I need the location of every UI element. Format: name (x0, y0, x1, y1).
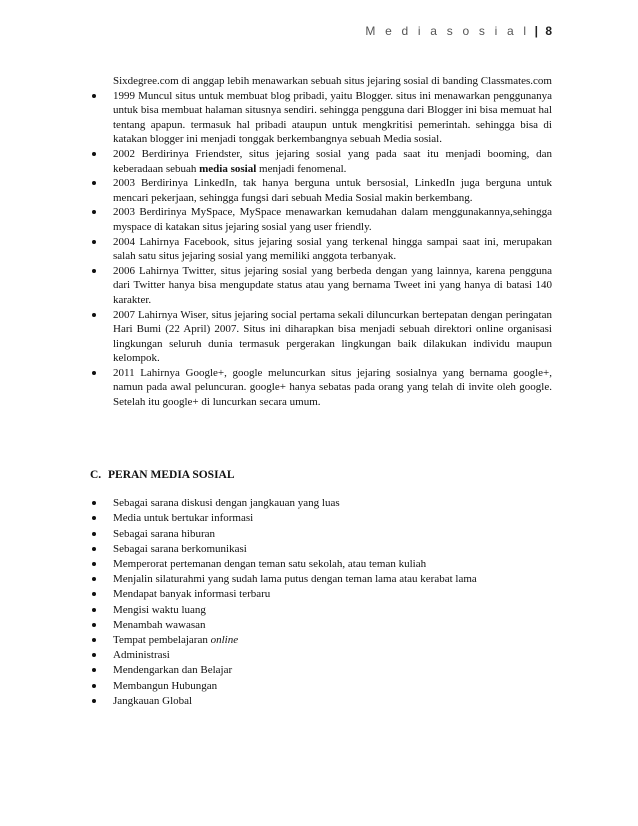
peran-item: Mendapat banyak informasi terbaru (90, 587, 552, 602)
timeline-item-2002-friendster (90, 147, 552, 176)
peran-item: Mendengarkan dan Belajar (90, 663, 552, 678)
peran-item (90, 633, 552, 648)
peran-item: Sebagai sarana hiburan (90, 527, 552, 542)
peran-list (90, 496, 552, 708)
section-title: PERAN MEDIA SOSIAL (108, 468, 235, 481)
peran-item: Mengisi waktu luang (90, 603, 552, 618)
timeline-item-2003-linkedin: 2003 Berdirinya LinkedIn, tak hanya berguna untuk bersosial, LinkedIn juga berguna untuk mencari pekerjaan, sehingga fungsi dari sebuah Media Sosial makin berkembang. (90, 176, 552, 205)
timeline-item-2011-googleplus: 2011 Lahirnya Google+, google meluncurkan situs jejaring sosialnya yang bernama google+, namun pada awal peluncuran. google+ hanya sebatas pada orang yang telah di invite oleh google. Setelah itu google+ di luncurkan secara umum. (90, 366, 552, 410)
peran-item: Memperorat pertemanan dengan teman satu sekolah, atau teman kuliah (90, 557, 552, 572)
section-letter: C. (90, 468, 102, 481)
timeline-item-2003-myspace: 2003 Berdirinya MySpace, MySpace menawarkan kemudahan dalam menggunakannya,sehingga myspace di katakan situs jejaring sosial yang user friendly. (90, 205, 552, 234)
running-title: M e d i a s o s i a l (365, 24, 530, 38)
timeline-item-2004-facebook: 2004 Lahirnya Facebook, situs jejaring sosial yang terkenal hingga sampai saat ini, merupakan salah satu situs jejaring sosial yang memiliki anggota terbanyak. (90, 235, 552, 264)
friendster-bold: media sosial (199, 162, 257, 175)
section-heading (90, 468, 552, 483)
friendster-text: 2002 Berdirinya Friendster, situs jejaring sosial yang pada saat itu menjadi booming, dan keberadaan sebuah (113, 147, 552, 175)
peran-item: Menjalin silaturahmi yang sudah lama putus dengan teman lama atau kerabat lama (90, 572, 552, 587)
header-separator: | (534, 24, 538, 38)
peran-item-text: Tempat pembelajaran (113, 633, 211, 646)
peran-item: Sebagai sarana berkomunikasi (90, 542, 552, 557)
timeline-item-2007-wiser: 2007 Lahirnya Wiser, situs jejaring social pertama sekali diluncurkan bertepatan dengan peringatan Hari Bumi (22 April) 2007. Situs ini diharapkan bisa menjadi sebuah direktori online organisasi lingkungan seluruh dunia termasuk pergerakan lingkungan baik dilakukan individu maupun kelompok. (90, 308, 552, 366)
page-number: 8 (545, 24, 552, 38)
peran-item: Jangkauan Global (90, 694, 552, 709)
page-content (90, 74, 552, 709)
peran-item: Membangun Hubungan (90, 679, 552, 694)
timeline-item-2006-twitter: 2006 Lahirnya Twitter, situs jejaring sosial yang berbeda dengan yang lainnya, karena pengguna dari Twitter hanya bisa mengupdate status atau yang bernama Tweet ini yang hanya di batasi 140 karakter. (90, 264, 552, 308)
page-header (365, 24, 552, 38)
peran-item: Sebagai sarana diskusi dengan jangkauan yang luas (90, 496, 552, 511)
peran-item: Administrasi (90, 648, 552, 663)
online-italic: online (210, 633, 239, 646)
peran-item: Media untuk bertukar informasi (90, 511, 552, 526)
friendster-tail: menjadi fenomenal. (256, 162, 347, 175)
timeline-intro: Sixdegree.com di anggap lebih menawarkan sebuah situs jejaring sosial di banding Classmates.com (113, 75, 552, 87)
peran-item: Menambah wawasan (90, 618, 552, 633)
timeline-list (90, 74, 552, 410)
timeline-item-1999: 1999 Muncul situs untuk membuat blog pribadi, yaitu Blogger. situs ini menawarkan penggunanya untuk bisa membuat halaman situsnya sendiri. sehingga pengguna dari Blogger ini bisa memuat hal tentang apapun. termasuk hal pribadi ataupun untuk mengkritisi pemerintah. sehingga bisa di katakan blogger ini menjadi tonggak berkembangnya sebuah Media sosial. (90, 89, 552, 147)
